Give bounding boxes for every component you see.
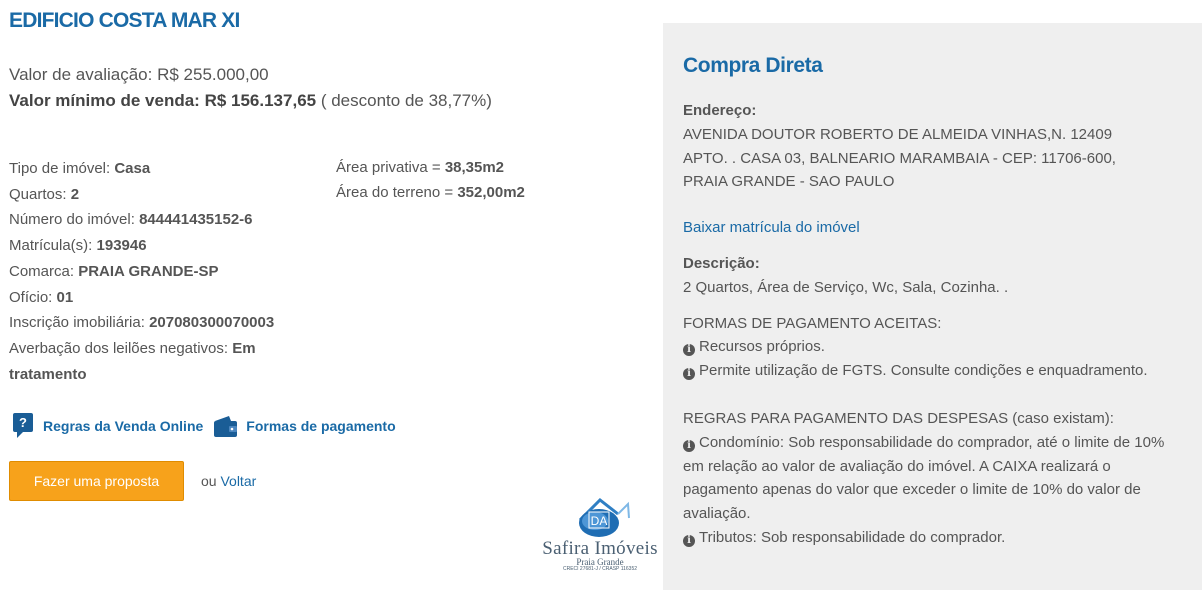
regras-link-label: Regras da Venda Online xyxy=(43,418,204,434)
endereco-block xyxy=(683,99,1182,194)
valor-avaliacao-value: R$ 255.000,00 xyxy=(157,65,269,84)
detail-value: 38,35m2 xyxy=(444,159,505,176)
formas-link[interactable] xyxy=(213,414,395,438)
detail-value: Casa xyxy=(114,160,151,177)
regras-item xyxy=(683,431,1182,526)
wallet-icon xyxy=(213,414,239,438)
endereco-line: AVENIDA DOUTOR ROBERTO DE ALMEIDA VINHAS,N. 12409 xyxy=(683,125,1113,143)
detail-oficio xyxy=(9,285,329,311)
logo-creci: CRECI 27681-J / CRASP 116352 xyxy=(562,566,638,572)
formas-item-text: Permite utilização de FGTS. Consulte condições e enquadramento. xyxy=(699,362,1148,380)
detail-label: Inscrição imobiliária: xyxy=(9,314,145,332)
detail-inscricao xyxy=(9,310,329,336)
endereco-label: Endereço: xyxy=(683,102,757,119)
property-title: EDIFICIO COSTA MAR XI xyxy=(9,9,240,32)
panel-title: Compra Direta xyxy=(683,54,823,77)
detail-label: Número do imóvel: xyxy=(9,211,135,229)
valor-avaliacao xyxy=(9,65,269,85)
detail-quartos xyxy=(9,182,329,208)
detail-value: 207080300070003 xyxy=(149,314,275,332)
valor-minimo-value: R$ 156.137,65 xyxy=(204,91,317,110)
detail-area-privativa xyxy=(336,156,525,181)
svg-text:?: ? xyxy=(19,415,27,430)
formas-link-label: Formas de pagamento xyxy=(246,418,396,434)
regras-item-text: Condomínio: Sob responsabilidade do comprador, até o limite de 10% em relação ao valor de avaliação do imóvel. A CAIXA realizará o pagamento apenas do valor que exceder o limite de 10% do valor de avaliação. xyxy=(683,433,1165,523)
baixar-matricula-link[interactable]: Baixar matrícula do imóvel xyxy=(683,219,860,237)
formas-title: FORMAS DE PAGAMENTO ACEITAS: xyxy=(683,314,942,332)
detail-label: Comarca: xyxy=(9,262,75,280)
info-icon: i xyxy=(683,344,695,356)
info-icon: i xyxy=(683,368,695,380)
logo-monogram: DA xyxy=(590,514,608,528)
regras-title: REGRAS PARA PAGAMENTO DAS DESPESAS (caso existam): xyxy=(683,409,1114,427)
property-areas xyxy=(336,156,525,205)
detail-value: PRAIA GRANDE-SP xyxy=(78,262,219,280)
voltar-group xyxy=(201,473,256,489)
detail-label: Quartos: xyxy=(9,185,67,203)
detail-averbacao xyxy=(9,336,329,387)
logo-name: Safira Imóveis xyxy=(542,538,658,559)
house-logo-icon xyxy=(536,494,664,540)
detail-label: Área privativa = xyxy=(336,159,441,176)
detail-value: 352,00m2 xyxy=(457,183,525,201)
formas-item xyxy=(683,359,1182,383)
compra-direta-panel xyxy=(663,23,1202,590)
property-details xyxy=(9,156,329,387)
sale-links xyxy=(12,412,396,440)
detail-value: 844441435152-6 xyxy=(139,211,253,229)
detail-area-terreno xyxy=(336,181,525,206)
regras-item-text: Tributos: Sob responsabilidade do comprador. xyxy=(699,528,1006,546)
detail-numero xyxy=(9,207,329,233)
info-icon: i xyxy=(683,535,695,547)
detail-label: Área do terreno = xyxy=(336,183,454,201)
question-icon xyxy=(12,412,34,440)
desconto-text: ( desconto de 38,77%) xyxy=(320,91,492,110)
detail-tipo xyxy=(9,156,329,182)
detail-label: Matrícula(s): xyxy=(9,237,93,255)
formas-item-text: Recursos próprios. xyxy=(699,338,825,356)
detail-comarca xyxy=(9,259,329,285)
regras-item xyxy=(683,526,1182,550)
detail-value: 01 xyxy=(56,288,74,306)
baixar-block xyxy=(683,216,1182,240)
valor-minimo-label: Valor mínimo de venda: xyxy=(9,91,200,110)
detail-matricula xyxy=(9,233,329,259)
valor-minimo xyxy=(9,91,492,111)
info-icon: i xyxy=(683,440,695,452)
detail-label: Ofício: xyxy=(9,288,53,306)
descricao-text: 2 Quartos, Área de Serviço, Wc, Sala, Cozinha. . xyxy=(683,278,1009,296)
descricao-block xyxy=(683,252,1182,300)
regras-link[interactable] xyxy=(12,412,203,440)
detail-value: Em tratamento xyxy=(9,339,256,383)
fazer-proposta-button[interactable]: Fazer uma proposta xyxy=(9,461,184,501)
safira-logo xyxy=(536,494,664,572)
regras-despesas-block xyxy=(683,407,1182,550)
ou-text: ou xyxy=(201,473,217,489)
detail-label: Averbação dos leilões negativos: xyxy=(9,339,229,357)
formas-item xyxy=(683,335,1182,359)
detail-value: 2 xyxy=(70,185,80,203)
formas-pagamento-block xyxy=(683,312,1182,383)
logo-city: Praia Grande xyxy=(576,557,624,567)
valor-avaliacao-label: Valor de avaliação: xyxy=(9,65,153,84)
descricao-label: Descrição: xyxy=(683,254,760,272)
detail-value: 193946 xyxy=(96,237,147,255)
detail-label: Tipo de imóvel: xyxy=(9,160,111,177)
endereco-line: PRAIA GRANDE - SAO PAULO xyxy=(683,173,895,191)
voltar-link[interactable]: Voltar xyxy=(220,473,257,489)
endereco-line: APTO. . CASA 03, BALNEARIO MARAMBAIA - CEP: 11706-600, xyxy=(683,149,1116,167)
